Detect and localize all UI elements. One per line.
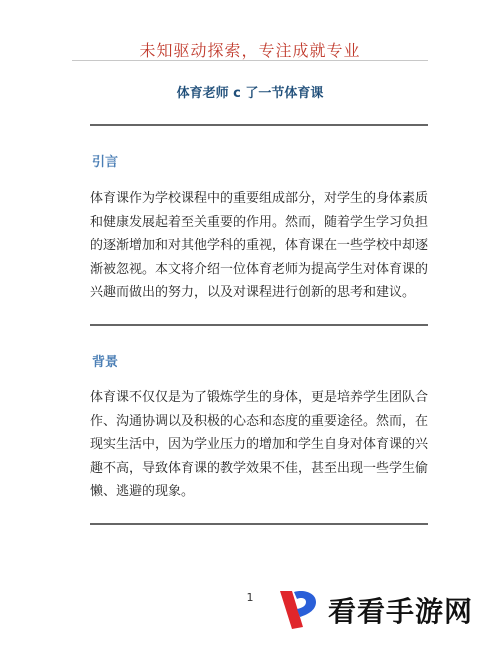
section-divider xyxy=(90,124,428,126)
section-paragraph-background: 体育课不仅仅是为了锻炼学生的身体，更是培养学生团队合作、沟通协调以及积极的心态和态度的重要途径。然而，在现实生活中，因为学业压力的增加和学生自身对体育课的兴趣不高，导致体育课的教学效果不佳，甚至出现一些学生偷懒、逃避的现象。 xyxy=(90,390,429,499)
section-paragraph-intro: 体育课作为学校课程中的重要组成部分，对学生的身体素质和健康发展起着至关重要的作用。然而，随着学生学习负担的逐渐增加和对其他学科的重视，体育课在一些学校中却逐渐被忽视。本文将介绍一位体育老师为提高学生对体育课的兴趣而做出的努力，以及对课程进行创新的思考和建议。 xyxy=(90,191,429,300)
header-banner: 未知驱动探索，专注成就专业 xyxy=(139,41,361,60)
section-heading-intro: 引言 xyxy=(92,155,119,170)
watermark xyxy=(276,586,473,634)
kankan-logo-icon xyxy=(276,587,320,633)
header-divider xyxy=(72,60,428,61)
page-number: 1 xyxy=(246,591,254,604)
section-divider xyxy=(90,324,428,326)
section-divider xyxy=(90,523,428,525)
section-heading-background: 背景 xyxy=(92,355,119,370)
watermark-text: 看看手游网 xyxy=(328,595,474,628)
document-title: 体育老师 c 了一节体育课 xyxy=(176,86,324,101)
